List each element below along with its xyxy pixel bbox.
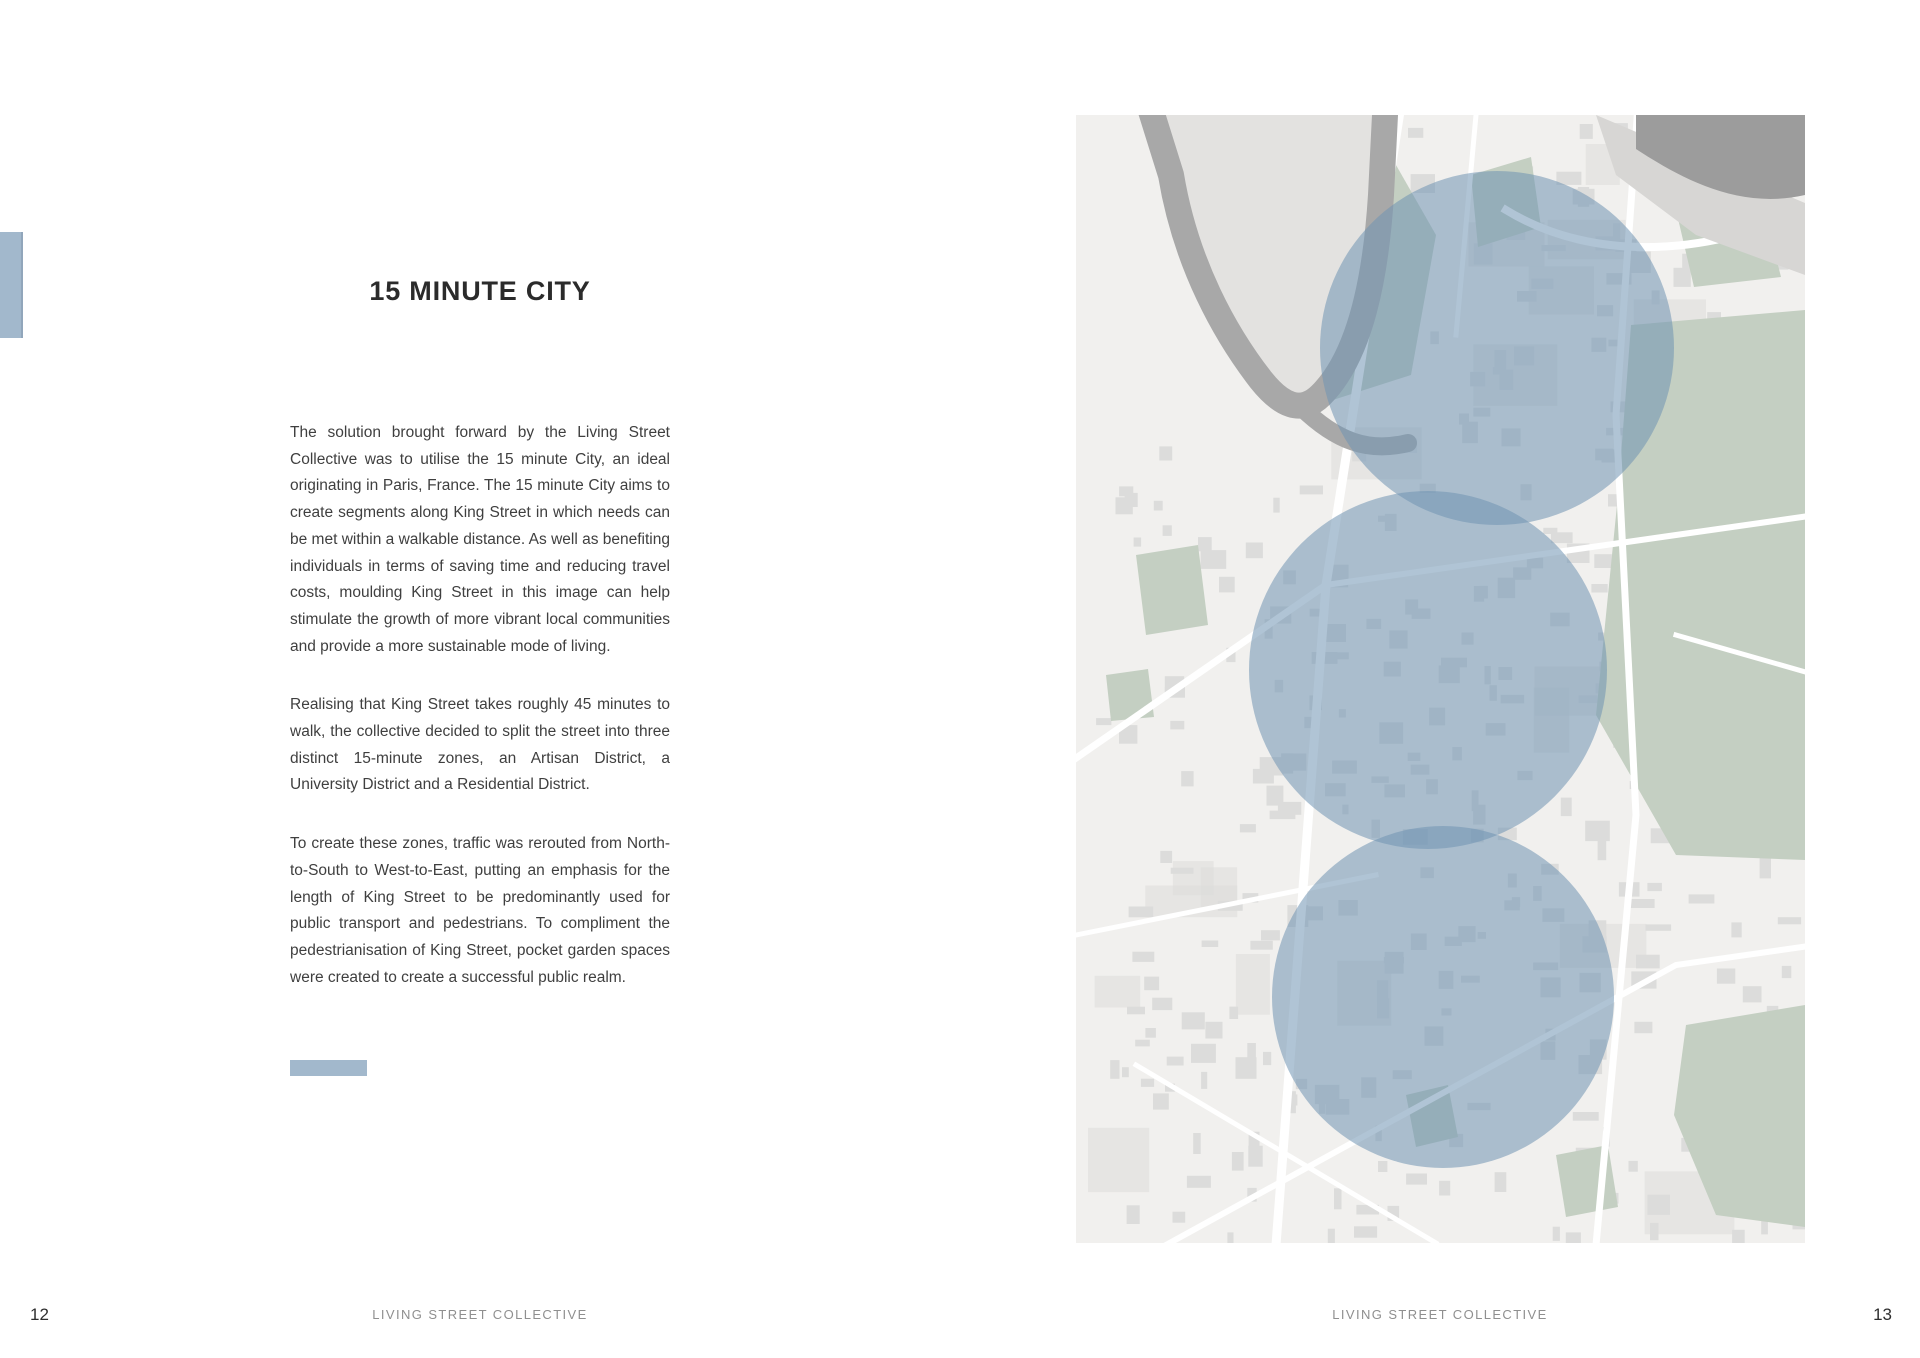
page-number-right: 13 xyxy=(1873,1305,1892,1324)
running-footer-right: LIVING STREET COLLECTIVE xyxy=(1332,1307,1548,1322)
zone-circle-residential xyxy=(1272,826,1614,1168)
accent-bar xyxy=(290,1060,367,1076)
city-map-graphic xyxy=(1076,115,1805,1243)
paragraph-3: To create these zones, traffic was rerouted from North-to-South to West-to-East, putting an emphasis for the length of King Street to be predominantly used for public transport and pedestrians. To compliment the pedestrianisation of King Street, pocket garden spaces were created to create a successful public realm. xyxy=(290,835,670,986)
paragraph-2: Realising that King Street takes roughly 45 minutes to walk, the collective decided to split the street into three distinct 15-minute zones, an Artisan District, a University District and a Residential District. xyxy=(290,696,670,794)
zone-circle-artisan xyxy=(1320,171,1674,525)
running-footer-left: LIVING STREET COLLECTIVE xyxy=(372,1307,588,1322)
city-map xyxy=(1076,115,1805,1243)
page-number-left: 12 xyxy=(30,1305,49,1324)
footer xyxy=(0,1305,1920,1329)
page-title: 15 MINUTE CITY xyxy=(369,276,591,306)
left-edge-accent-tab xyxy=(0,232,23,338)
zone-circle-university xyxy=(1249,491,1607,849)
paragraph-1: The solution brought forward by the Living Street Collective was to utilise the 15 minute City, an ideal originating in Paris, France. The 15 minute City aims to create segments along King Street in which needs can be met within a walkable distance. As well as benefiting individuals in terms of saving time and reducing travel costs, moulding King Street in this image can help stimulate the growth of more vibrant local communities and provide a more sustainable mode of living. xyxy=(290,424,670,655)
body-text xyxy=(290,420,670,1023)
